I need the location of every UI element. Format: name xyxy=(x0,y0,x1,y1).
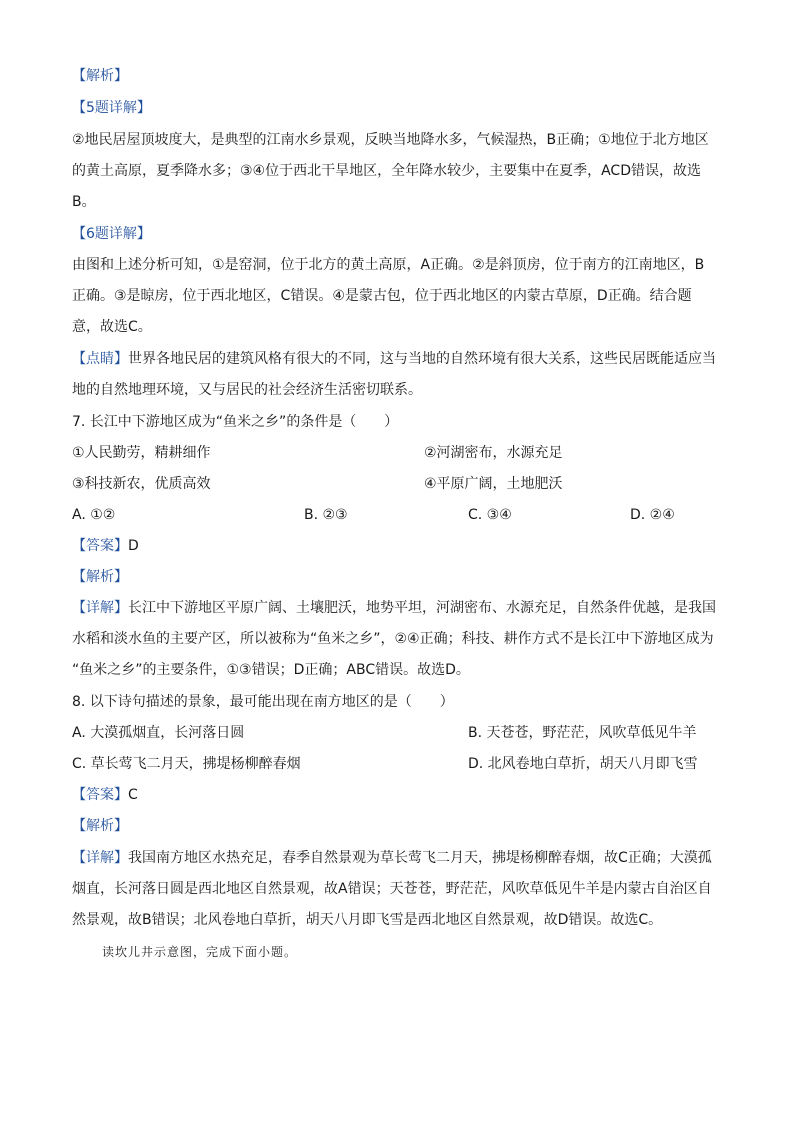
q7-item-1: ①人民勤劳，精耕细作 xyxy=(72,445,211,461)
answer-tag: 【答案】 xyxy=(72,538,128,554)
q8-option-c: C. 草长莺飞二月天，拂堤杨柳醉春烟 xyxy=(72,756,301,772)
q8-option-a: A. 大漠孤烟直，长河落日圆 xyxy=(72,725,245,741)
q8-answer-line xyxy=(72,785,138,805)
comment-text-line: 地的自然地理环境，又与居民的社会经济生活密切联系。 xyxy=(72,382,422,398)
q7-item-3: ③科技新农，优质高效 xyxy=(72,476,211,492)
q8-detail-text-line: 烟直，长河落日圆是西北地区自然景观，故A错误；天苍苍，野茫茫，风吹草低见牛羊是内蒙古自治区自 xyxy=(72,881,712,897)
comment-tag: 【点睛】 xyxy=(72,351,128,367)
q5-text-line: 的黄土高原，夏季降水多；③④位于西北干旱地区，全年降水较少，主要集中在夏季，ACD错误，故选 xyxy=(72,163,701,179)
q7-stem: 7. 长江中下游地区成为“鱼米之乡”的条件是（ ） xyxy=(72,414,399,430)
answer-tag: 【答案】 xyxy=(72,787,128,803)
q7-option-d: D. ②④ xyxy=(630,507,675,523)
q8-detail-text-line: 然景观，故B错误；北风卷地白草折，胡天八月即飞雪是西北地区自然景观，故D错误。故选C。 xyxy=(72,912,663,928)
q7-answer-line xyxy=(72,536,139,556)
q6-text-line: 正确。③是晾房，位于西北地区，C错误。④是蒙古包，位于西北地区的内蒙古草原，D正确。结合题 xyxy=(72,288,692,304)
q7-option-b: B. ②③ xyxy=(304,507,348,523)
q7-option-a: A. ①② xyxy=(72,507,116,523)
q5-detail-tag: 【5题详解】 xyxy=(72,100,151,116)
q5-text-line: B。 xyxy=(72,194,96,210)
analysis-tag: 【解析】 xyxy=(72,569,128,585)
analysis-tag: 【解析】 xyxy=(72,818,128,834)
q6-text-line: 意，故选C。 xyxy=(72,319,152,335)
q8-option-d: D. 北风卷地白草折，胡天八月即飞雪 xyxy=(468,756,698,772)
q5-text-line: ②地民居屋顶坡度大，是典型的江南水乡景观，反映当地降水多，气候湿热，B正确；①地位于北方地区 xyxy=(72,132,709,148)
q7-option-c: C. ③④ xyxy=(468,507,512,523)
q8-options-row-2 xyxy=(72,754,698,774)
comment-text: 世界各地民居的建筑风格有很大的不同，这与当地的自然环境有很大关系，这些民居既能适应当 xyxy=(128,351,716,367)
q7-item-2: ②河湖密布，水源充足 xyxy=(424,445,563,461)
q8-detail-text: 我国南方地区水热充足，春季自然景观为草长莺飞二月天，拂堤杨柳醉春烟，故C正确；大漠孤 xyxy=(128,850,712,866)
detail-tag: 【详解】 xyxy=(72,850,128,866)
q7-answer: D xyxy=(128,538,139,554)
q8-stem: 8. 以下诗句描述的景象，最可能出现在南方地区的是（ ） xyxy=(72,694,454,710)
q7-detail-text: 长江中下游地区平原广阔、土壤肥沃，地势平坦，河湖密布、水源充足，自然条件优越，是我国 xyxy=(128,600,716,616)
detail-tag: 【详解】 xyxy=(72,600,128,616)
q8-detail-line xyxy=(72,848,712,868)
next-question-prompt: 读坎儿井示意图，完成下面小题。 xyxy=(102,945,298,959)
analysis-tag: 【解析】 xyxy=(72,68,128,84)
comment-line xyxy=(72,349,716,369)
q6-detail-tag: 【6题详解】 xyxy=(72,226,151,242)
q6-text-line: 由图和上述分析可知，①是窑洞，位于北方的黄土高原，A正确。②是斜顶房，位于南方的江南地区，B xyxy=(72,257,705,273)
q7-detail-line xyxy=(72,598,716,618)
q7-item-4: ④平原广阔，土地肥沃 xyxy=(424,476,563,492)
q7-options-row xyxy=(72,505,675,525)
q8-option-b: B. 天苍苍，野茫茫，风吹草低见牛羊 xyxy=(468,725,697,741)
q7-detail-text-line: “鱼米之乡”的主要条件，①③错误；D正确；ABC错误。故选D。 xyxy=(72,662,470,678)
q8-answer: C xyxy=(128,787,138,803)
q8-options-row-1 xyxy=(72,723,697,743)
q7-items-row-1 xyxy=(72,443,563,463)
q7-detail-text-line: 水稻和淡水鱼的主要产区，所以被称为“鱼米之乡”，②④正确；科技、耕作方式不是长江中下游地区成为 xyxy=(72,631,714,647)
q7-items-row-2 xyxy=(72,474,563,494)
